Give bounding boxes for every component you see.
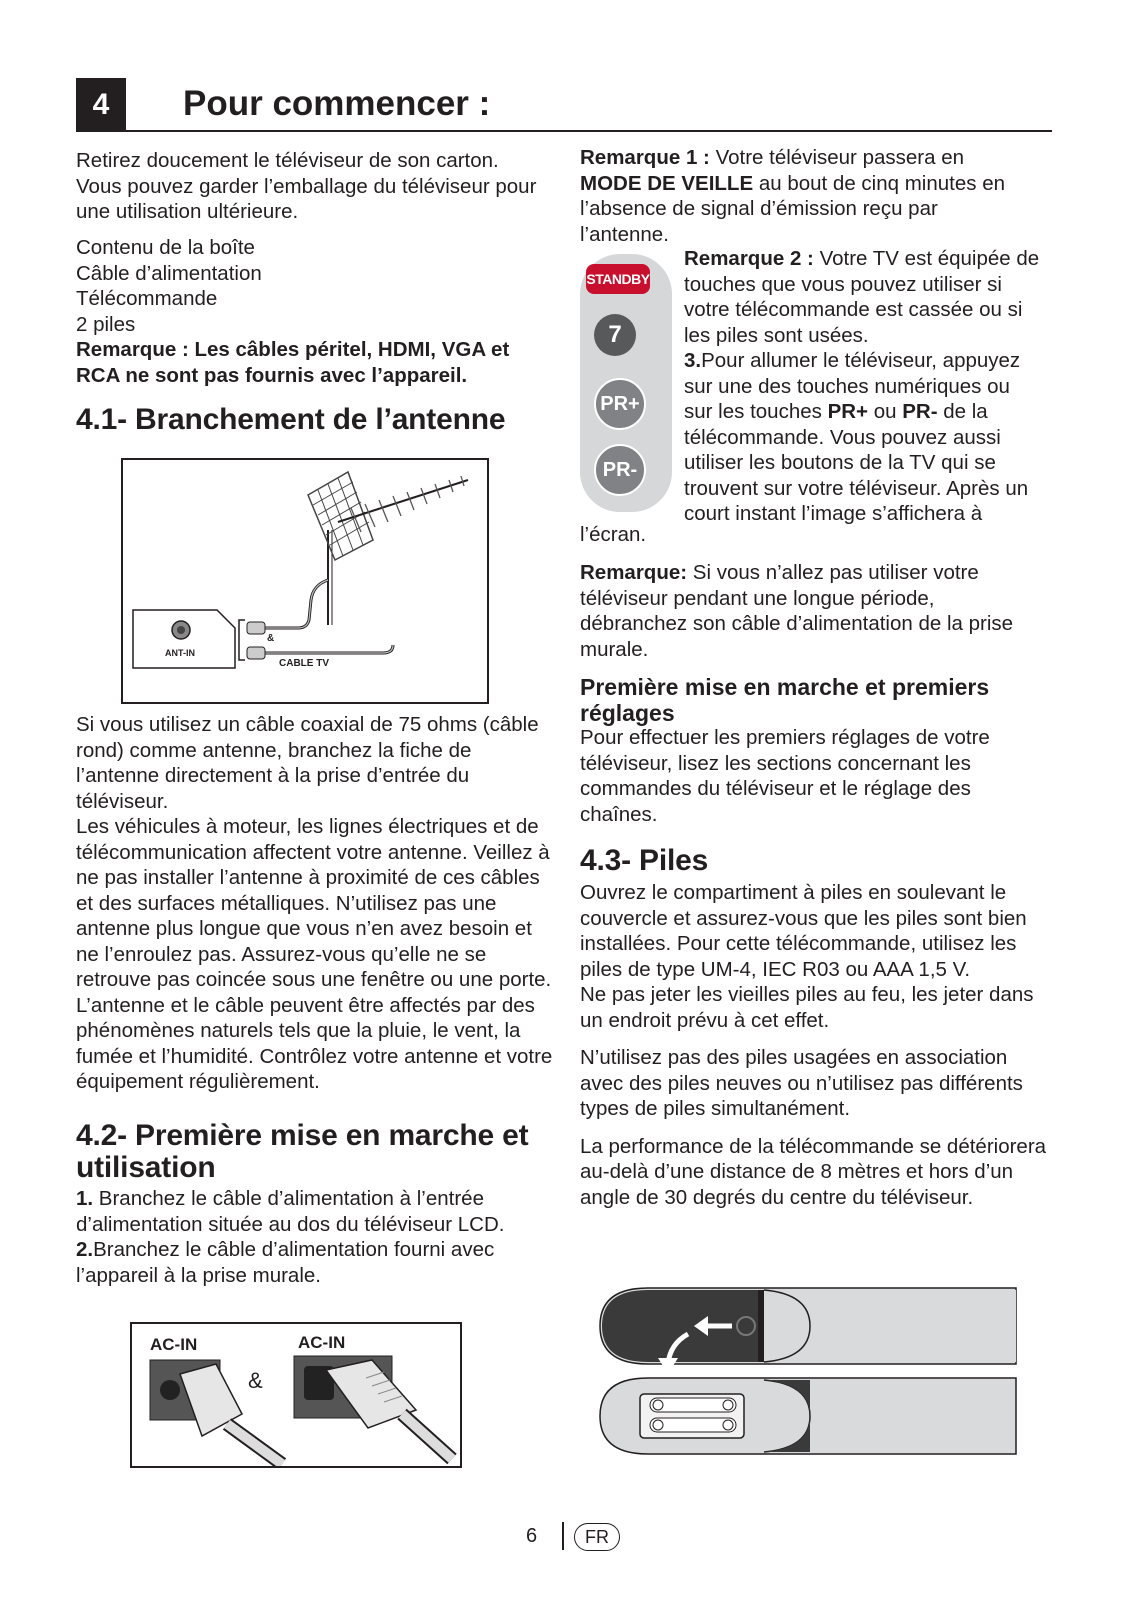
ac-in-label-1: AC-IN — [150, 1335, 198, 1354]
pr-plus-button: PR+ — [594, 378, 646, 430]
intro-paragraph: Retirez doucement le téléviseur de son carton. Vous pouvez garder l’emballage du téléviseur pour une utilisation ultérieure. — [76, 149, 537, 223]
step-3: 3.Pour allumer le téléviseur, appuyez sur une des touches numériques ou sur les touches PR+ ou PR- de la télécommande. Vous pouvez aussi utiliser les boutons de la TV qui se trouvent sur votre téléviseur. Après un court instant l’image s’affichera à — [684, 349, 1029, 525]
chapter-title: Pour commencer : — [183, 84, 491, 123]
remark-1: Remarque 1 : Votre téléviseur passera en MODE DE VEILLE au bout de cinq minutes en l’absence de signal d’émission reçu par l’antenne. — [580, 146, 1006, 246]
paragraph: Les véhicules à moteur, les lignes électriques et de télécommunication affectent votre antenne. Veillez à ne pas installer l’antenne à proximité de ces câbles et des surfaces métalliques. N’utilisez pas une antenne plus longue que vous n’en avez besoin et ne l’enroulez pas. Assurez-vous qu’elle ne se retrouve pas coincée sous une fenêtre ou une porte. L’antenne et le câble peuvent être affectés par des phénomènes naturels tels que la pluie, le vent, la fumée et l’humidité. Contrôlez votre antenne et votre équipement régulièrement. — [76, 815, 553, 1093]
antenna-illustration — [123, 460, 487, 702]
language-badge: FR — [574, 1523, 620, 1551]
paragraph: N’utilisez pas des piles usagées en association avec des piles neuves ou n’utilisez pas différents types de piles simultanément. — [580, 1046, 1023, 1120]
remark-3: Remarque: Si vous n’allez pas utiliser votre téléviseur pendant une longue période, débranchez son câble d’alimentation de la prise murale. — [580, 561, 1014, 661]
first-setup-body: Pour effectuer les premiers réglages de votre téléviseur, lisez les sections concernant les commandes du téléviseur et le réglage des chaînes. — [580, 726, 990, 826]
power-cable-illustration — [132, 1324, 460, 1466]
remote-buttons-panel — [580, 254, 672, 512]
cable-tv-label: CABLE TV — [279, 658, 329, 669]
paragraph: Si vous utilisez un câble coaxial de 75 ohms (câble rond) comme antenne, branchez la fiche de l’antenne directement à la prise d’entrée du téléviseur. — [76, 713, 539, 813]
section-4-2-title: 4.2- Première mise en marche et utilisation — [76, 1119, 529, 1184]
amp-label: & — [248, 1368, 263, 1393]
list-item: Télécommande — [76, 287, 218, 310]
paragraph: Ne pas jeter les vieilles piles au feu, les jeter dans un endroit prévu à cet effet. — [580, 983, 1034, 1032]
section-4-1-body — [76, 712, 554, 1095]
page-number: 6 — [526, 1525, 538, 1547]
battery-illustration — [598, 1284, 1018, 1484]
step-1: 1. Branchez le câble d’alimentation à l’entrée d’alimentation située au dos du téléviseur LCD. — [76, 1187, 505, 1236]
remark-2: Remarque 2 : Votre TV est équipée de touches que vous pouvez utiliser si votre télécommande est cassée ou si les piles sont usées. — [684, 247, 1040, 347]
chapter-rule — [76, 130, 1052, 132]
list-item: Câble d’alimentation — [76, 261, 262, 285]
seven-button: 7 — [594, 314, 636, 356]
battery-compartment-figure — [598, 1284, 1018, 1484]
step-2: 2.Branchez le câble d’alimentation fourni avec l’appareil à la prise murale. — [76, 1238, 495, 1287]
pr-minus-button: PR- — [594, 444, 646, 496]
ac-in-figure — [130, 1322, 462, 1468]
first-setup-title: Première mise en marche et premiers réglages — [580, 674, 990, 726]
section-4-1-title: 4.1- Branchement de l’antenne — [76, 403, 506, 436]
section-4-3-body — [580, 880, 1050, 1210]
list-item: 2 piles — [76, 312, 136, 336]
standby-button: STANDBY — [586, 264, 650, 294]
footer-divider — [562, 1522, 564, 1550]
paragraph: Ouvrez le compartiment à piles en soulevant le couvercle et assurez-vous que les piles sont bien installées. Pour cette télécommande, utilisez les piles de type UM-4, IEC R03 ou AAA 1,5 V. — [580, 881, 1027, 981]
antin-label: ANT-IN — [165, 648, 195, 658]
cables-note: Remarque : Les câbles péritel, HDMI, VGA et RCA ne sont pas fournis avec l’appareil. — [76, 338, 510, 387]
amp-label: & — [267, 633, 275, 644]
ac-in-label-2: AC-IN — [298, 1333, 346, 1352]
step-3-end: l’écran. — [580, 523, 647, 546]
box-contents-list — [76, 235, 556, 388]
paragraph: La performance de la télécommande se détériorera au-delà d’une distance de 8 mètres et hors d’un angle de 30 degrés du centre du téléviseur. — [580, 1134, 1047, 1209]
chapter-number-badge: 4 — [76, 78, 126, 132]
section-4-2-body — [76, 1186, 554, 1288]
antenna-connection-figure — [121, 458, 489, 704]
list-item: Contenu de la boîte — [76, 236, 255, 259]
section-4-3-title: 4.3- Piles — [580, 844, 709, 877]
